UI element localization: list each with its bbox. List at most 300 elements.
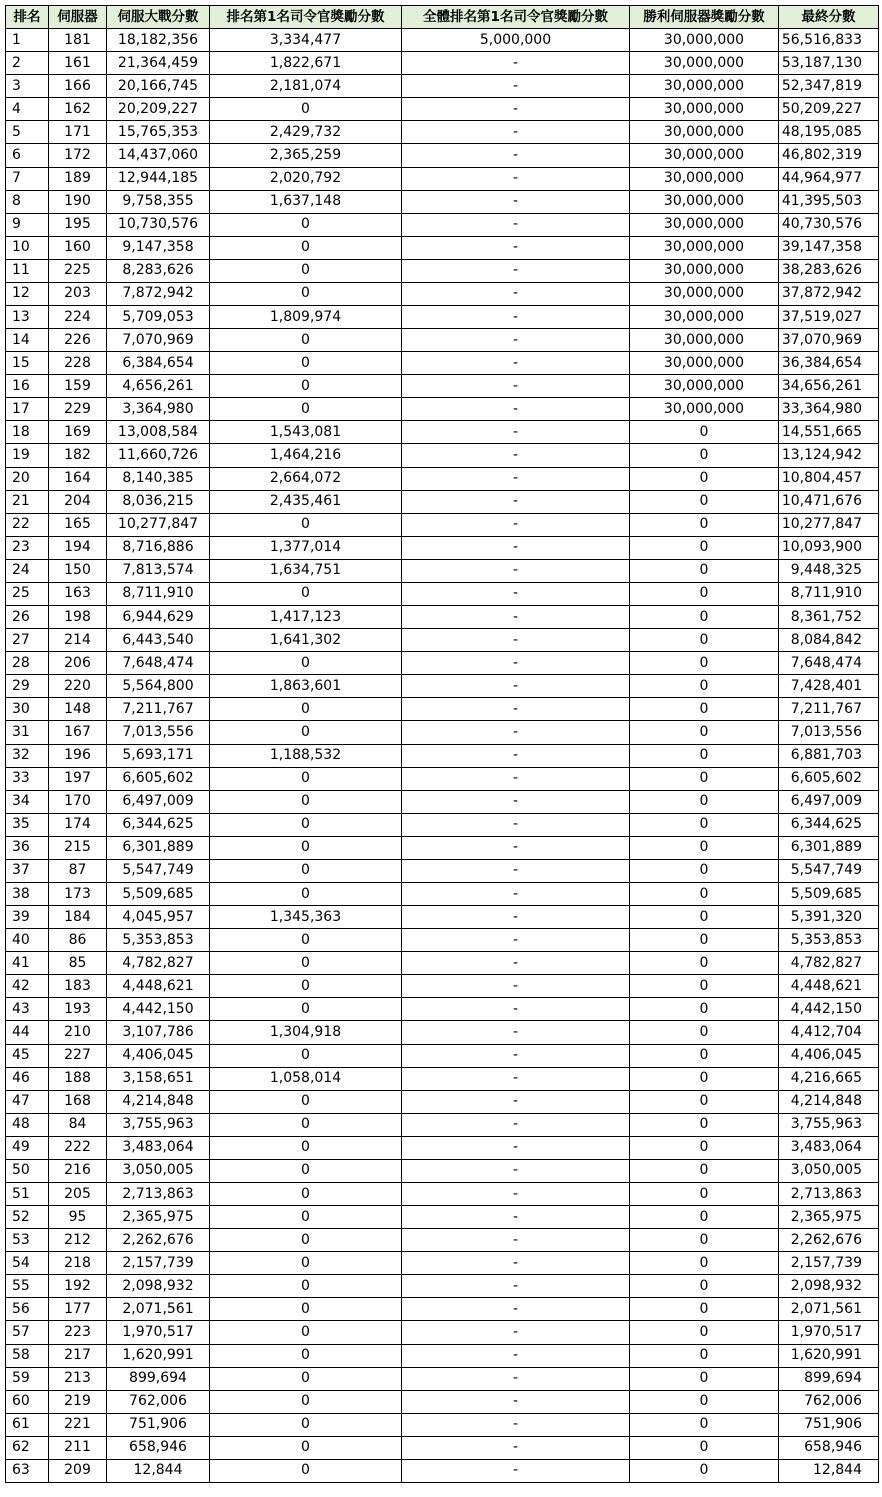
cell-victory-server-bonus: 0 xyxy=(630,1436,779,1459)
table-row xyxy=(6,490,879,513)
cell-server: 167 xyxy=(49,721,107,744)
cell-overall-rank1-commander-bonus: - xyxy=(402,952,630,975)
cell-server: 190 xyxy=(49,190,107,213)
cell-final-score: 3,050,005 xyxy=(779,1159,879,1182)
cell-victory-server-bonus: 0 xyxy=(630,1275,779,1298)
cell-final-score: 5,391,320 xyxy=(779,906,879,929)
cell-final-score: 37,872,942 xyxy=(779,282,879,305)
cell-overall-rank1-commander-bonus: - xyxy=(402,859,630,882)
cell-rank: 35 xyxy=(6,813,49,836)
header-victory-server-bonus: 勝利伺服器獎勵分數 xyxy=(630,6,779,29)
cell-rank: 13 xyxy=(6,306,49,329)
cell-rank1-commander-bonus: 0 xyxy=(210,1390,402,1413)
cell-overall-rank1-commander-bonus: - xyxy=(402,52,630,75)
cell-rank: 62 xyxy=(6,1436,49,1459)
cell-overall-rank1-commander-bonus: - xyxy=(402,306,630,329)
cell-server: 204 xyxy=(49,490,107,513)
cell-server-war-score: 899,694 xyxy=(107,1367,210,1390)
cell-server-war-score: 762,006 xyxy=(107,1390,210,1413)
cell-server-war-score: 7,813,574 xyxy=(107,559,210,582)
cell-server-war-score: 8,716,886 xyxy=(107,536,210,559)
cell-server: 229 xyxy=(49,398,107,421)
cell-server: 225 xyxy=(49,259,107,282)
cell-server-war-score: 6,605,602 xyxy=(107,767,210,790)
cell-final-score: 5,547,749 xyxy=(779,859,879,882)
cell-rank: 14 xyxy=(6,329,49,352)
cell-final-score: 8,361,752 xyxy=(779,606,879,629)
cell-victory-server-bonus: 0 xyxy=(630,1136,779,1159)
cell-victory-server-bonus: 0 xyxy=(630,859,779,882)
cell-server: 174 xyxy=(49,813,107,836)
cell-rank: 55 xyxy=(6,1275,49,1298)
cell-server-war-score: 3,364,980 xyxy=(107,398,210,421)
cell-victory-server-bonus: 30,000,000 xyxy=(630,398,779,421)
cell-final-score: 4,442,150 xyxy=(779,998,879,1021)
cell-rank1-commander-bonus: 0 xyxy=(210,513,402,536)
cell-victory-server-bonus: 0 xyxy=(630,1021,779,1044)
table-row xyxy=(6,236,879,259)
table-row xyxy=(6,998,879,1021)
cell-server: 164 xyxy=(49,467,107,490)
cell-final-score: 5,509,685 xyxy=(779,882,879,905)
cell-rank: 12 xyxy=(6,282,49,305)
cell-rank: 25 xyxy=(6,582,49,605)
cell-overall-rank1-commander-bonus: - xyxy=(402,1044,630,1067)
cell-rank: 10 xyxy=(6,236,49,259)
cell-server-war-score: 4,656,261 xyxy=(107,375,210,398)
cell-final-score: 41,395,503 xyxy=(779,190,879,213)
cell-victory-server-bonus: 0 xyxy=(630,1390,779,1413)
cell-server: 212 xyxy=(49,1229,107,1252)
table-row xyxy=(6,582,879,605)
cell-server: 203 xyxy=(49,282,107,305)
cell-rank: 22 xyxy=(6,513,49,536)
cell-server-war-score: 6,944,629 xyxy=(107,606,210,629)
table-row xyxy=(6,859,879,882)
cell-rank1-commander-bonus: 1,809,974 xyxy=(210,306,402,329)
cell-overall-rank1-commander-bonus: - xyxy=(402,1159,630,1182)
cell-server-war-score: 8,036,215 xyxy=(107,490,210,513)
cell-final-score: 2,071,561 xyxy=(779,1298,879,1321)
cell-rank1-commander-bonus: 0 xyxy=(210,375,402,398)
cell-rank: 45 xyxy=(6,1044,49,1067)
table-row xyxy=(6,421,879,444)
cell-victory-server-bonus: 0 xyxy=(630,467,779,490)
cell-server: 206 xyxy=(49,652,107,675)
cell-overall-rank1-commander-bonus: - xyxy=(402,1067,630,1090)
table-row xyxy=(6,606,879,629)
cell-server: 215 xyxy=(49,836,107,859)
cell-server-war-score: 20,166,745 xyxy=(107,75,210,98)
cell-rank: 4 xyxy=(6,98,49,121)
cell-server: 218 xyxy=(49,1252,107,1275)
cell-rank1-commander-bonus: 0 xyxy=(210,767,402,790)
cell-victory-server-bonus: 30,000,000 xyxy=(630,306,779,329)
cell-rank: 44 xyxy=(6,1021,49,1044)
cell-server-war-score: 1,620,991 xyxy=(107,1344,210,1367)
cell-final-score: 14,551,665 xyxy=(779,421,879,444)
cell-final-score: 48,195,085 xyxy=(779,121,879,144)
cell-rank1-commander-bonus: 0 xyxy=(210,859,402,882)
header-final-score: 最終分數 xyxy=(779,6,879,29)
cell-overall-rank1-commander-bonus: - xyxy=(402,490,630,513)
cell-rank: 27 xyxy=(6,629,49,652)
cell-server-war-score: 1,970,517 xyxy=(107,1321,210,1344)
cell-server-war-score: 5,693,171 xyxy=(107,744,210,767)
cell-server: 195 xyxy=(49,213,107,236)
cell-server-war-score: 6,344,625 xyxy=(107,813,210,836)
cell-final-score: 2,157,739 xyxy=(779,1252,879,1275)
cell-overall-rank1-commander-bonus: - xyxy=(402,213,630,236)
cell-rank: 60 xyxy=(6,1390,49,1413)
header-overall-rank1-commander-bonus: 全體排名第1名司令官獎勵分數 xyxy=(402,6,630,29)
cell-rank1-commander-bonus: 0 xyxy=(210,1298,402,1321)
cell-server: 172 xyxy=(49,144,107,167)
cell-rank1-commander-bonus: 0 xyxy=(210,1252,402,1275)
cell-victory-server-bonus: 0 xyxy=(630,1090,779,1113)
cell-overall-rank1-commander-bonus: - xyxy=(402,1182,630,1205)
table-row xyxy=(6,698,879,721)
header-rank: 排名 xyxy=(6,6,49,29)
cell-server: 211 xyxy=(49,1436,107,1459)
cell-server: 168 xyxy=(49,1090,107,1113)
cell-rank1-commander-bonus: 0 xyxy=(210,259,402,282)
cell-server: 188 xyxy=(49,1067,107,1090)
cell-final-score: 1,970,517 xyxy=(779,1321,879,1344)
cell-victory-server-bonus: 0 xyxy=(630,513,779,536)
cell-server-war-score: 4,214,848 xyxy=(107,1090,210,1113)
cell-rank: 59 xyxy=(6,1367,49,1390)
table-row xyxy=(6,744,879,767)
cell-rank: 50 xyxy=(6,1159,49,1182)
cell-rank1-commander-bonus: 0 xyxy=(210,213,402,236)
cell-victory-server-bonus: 0 xyxy=(630,1252,779,1275)
cell-rank1-commander-bonus: 3,334,477 xyxy=(210,29,402,52)
cell-overall-rank1-commander-bonus: - xyxy=(402,1229,630,1252)
table-row xyxy=(6,1436,879,1459)
table-row xyxy=(6,259,879,282)
cell-server-war-score: 12,844 xyxy=(107,1459,210,1482)
table-row xyxy=(6,1459,879,1482)
cell-server: 227 xyxy=(49,1044,107,1067)
cell-server-war-score: 6,443,540 xyxy=(107,629,210,652)
cell-rank: 29 xyxy=(6,675,49,698)
table-row xyxy=(6,1321,879,1344)
cell-final-score: 7,648,474 xyxy=(779,652,879,675)
cell-final-score: 6,605,602 xyxy=(779,767,879,790)
cell-server-war-score: 5,709,053 xyxy=(107,306,210,329)
cell-server: 162 xyxy=(49,98,107,121)
cell-final-score: 33,364,980 xyxy=(779,398,879,421)
cell-rank: 31 xyxy=(6,721,49,744)
table-row xyxy=(6,813,879,836)
cell-final-score: 3,483,064 xyxy=(779,1136,879,1159)
cell-victory-server-bonus: 0 xyxy=(630,606,779,629)
table-row xyxy=(6,352,879,375)
cell-server-war-score: 5,353,853 xyxy=(107,929,210,952)
table-row xyxy=(6,213,879,236)
cell-overall-rank1-commander-bonus: - xyxy=(402,1459,630,1482)
cell-final-score: 3,755,963 xyxy=(779,1113,879,1136)
cell-final-score: 10,471,676 xyxy=(779,490,879,513)
cell-server: 221 xyxy=(49,1413,107,1436)
cell-rank1-commander-bonus: 0 xyxy=(210,1459,402,1482)
table-row xyxy=(6,882,879,905)
cell-final-score: 7,013,556 xyxy=(779,721,879,744)
cell-victory-server-bonus: 0 xyxy=(630,721,779,744)
cell-final-score: 658,946 xyxy=(779,1436,879,1459)
cell-overall-rank1-commander-bonus: 5,000,000 xyxy=(402,29,630,52)
cell-rank: 21 xyxy=(6,490,49,513)
cell-rank1-commander-bonus: 0 xyxy=(210,998,402,1021)
cell-rank1-commander-bonus: 1,641,302 xyxy=(210,629,402,652)
cell-rank: 16 xyxy=(6,375,49,398)
cell-overall-rank1-commander-bonus: - xyxy=(402,236,630,259)
cell-overall-rank1-commander-bonus: - xyxy=(402,190,630,213)
cell-rank1-commander-bonus: 0 xyxy=(210,882,402,905)
cell-server-war-score: 6,384,654 xyxy=(107,352,210,375)
cell-rank: 18 xyxy=(6,421,49,444)
cell-overall-rank1-commander-bonus: - xyxy=(402,975,630,998)
cell-victory-server-bonus: 30,000,000 xyxy=(630,75,779,98)
cell-overall-rank1-commander-bonus: - xyxy=(402,421,630,444)
cell-victory-server-bonus: 0 xyxy=(630,1206,779,1229)
cell-rank1-commander-bonus: 1,863,601 xyxy=(210,675,402,698)
cell-rank: 39 xyxy=(6,906,49,929)
cell-overall-rank1-commander-bonus: - xyxy=(402,444,630,467)
cell-server-war-score: 20,209,227 xyxy=(107,98,210,121)
cell-rank1-commander-bonus: 2,020,792 xyxy=(210,167,402,190)
cell-server-war-score: 4,442,150 xyxy=(107,998,210,1021)
table-row xyxy=(6,675,879,698)
table-row xyxy=(6,1344,879,1367)
cell-overall-rank1-commander-bonus: - xyxy=(402,467,630,490)
cell-rank: 24 xyxy=(6,559,49,582)
table-row xyxy=(6,52,879,75)
cell-victory-server-bonus: 30,000,000 xyxy=(630,329,779,352)
table-row xyxy=(6,1229,879,1252)
cell-final-score: 10,277,847 xyxy=(779,513,879,536)
cell-overall-rank1-commander-bonus: - xyxy=(402,1206,630,1229)
cell-server-war-score: 11,660,726 xyxy=(107,444,210,467)
cell-server: 169 xyxy=(49,421,107,444)
cell-rank1-commander-bonus: 1,377,014 xyxy=(210,536,402,559)
table-row xyxy=(6,1090,879,1113)
cell-overall-rank1-commander-bonus: - xyxy=(402,536,630,559)
cell-final-score: 899,694 xyxy=(779,1367,879,1390)
cell-victory-server-bonus: 0 xyxy=(630,929,779,952)
score-sheet xyxy=(5,5,879,1483)
cell-server: 194 xyxy=(49,536,107,559)
cell-rank1-commander-bonus: 1,464,216 xyxy=(210,444,402,467)
cell-server: 193 xyxy=(49,998,107,1021)
cell-victory-server-bonus: 30,000,000 xyxy=(630,144,779,167)
cell-final-score: 13,124,942 xyxy=(779,444,879,467)
cell-victory-server-bonus: 30,000,000 xyxy=(630,98,779,121)
cell-server-war-score: 3,755,963 xyxy=(107,1113,210,1136)
cell-rank: 23 xyxy=(6,536,49,559)
cell-overall-rank1-commander-bonus: - xyxy=(402,675,630,698)
cell-rank1-commander-bonus: 0 xyxy=(210,929,402,952)
cell-server-war-score: 7,872,942 xyxy=(107,282,210,305)
cell-victory-server-bonus: 30,000,000 xyxy=(630,236,779,259)
table-row xyxy=(6,1021,879,1044)
cell-final-score: 12,844 xyxy=(779,1459,879,1482)
cell-overall-rank1-commander-bonus: - xyxy=(402,144,630,167)
cell-final-score: 4,216,665 xyxy=(779,1067,879,1090)
cell-server-war-score: 5,547,749 xyxy=(107,859,210,882)
cell-rank1-commander-bonus: 1,188,532 xyxy=(210,744,402,767)
cell-rank: 56 xyxy=(6,1298,49,1321)
cell-rank: 61 xyxy=(6,1413,49,1436)
cell-server: 159 xyxy=(49,375,107,398)
cell-server: 213 xyxy=(49,1367,107,1390)
cell-victory-server-bonus: 30,000,000 xyxy=(630,167,779,190)
cell-server: 84 xyxy=(49,1113,107,1136)
table-row xyxy=(6,1298,879,1321)
table-row xyxy=(6,444,879,467)
cell-rank1-commander-bonus: 0 xyxy=(210,98,402,121)
cell-server-war-score: 9,758,355 xyxy=(107,190,210,213)
cell-rank: 43 xyxy=(6,998,49,1021)
cell-victory-server-bonus: 0 xyxy=(630,444,779,467)
cell-server: 196 xyxy=(49,744,107,767)
cell-server-war-score: 4,448,621 xyxy=(107,975,210,998)
cell-server-war-score: 15,765,353 xyxy=(107,121,210,144)
table-row xyxy=(6,282,879,305)
cell-server-war-score: 7,013,556 xyxy=(107,721,210,744)
cell-overall-rank1-commander-bonus: - xyxy=(402,582,630,605)
cell-rank1-commander-bonus: 0 xyxy=(210,1229,402,1252)
cell-server-war-score: 10,730,576 xyxy=(107,213,210,236)
table-row xyxy=(6,144,879,167)
cell-victory-server-bonus: 0 xyxy=(630,629,779,652)
cell-rank1-commander-bonus: 0 xyxy=(210,1206,402,1229)
cell-server: 171 xyxy=(49,121,107,144)
cell-final-score: 4,782,827 xyxy=(779,952,879,975)
cell-final-score: 8,711,910 xyxy=(779,582,879,605)
cell-victory-server-bonus: 0 xyxy=(630,698,779,721)
cell-server: 173 xyxy=(49,882,107,905)
cell-overall-rank1-commander-bonus: - xyxy=(402,629,630,652)
cell-rank: 53 xyxy=(6,1229,49,1252)
cell-server-war-score: 658,946 xyxy=(107,1436,210,1459)
cell-overall-rank1-commander-bonus: - xyxy=(402,906,630,929)
cell-victory-server-bonus: 0 xyxy=(630,767,779,790)
cell-rank1-commander-bonus: 0 xyxy=(210,1436,402,1459)
cell-overall-rank1-commander-bonus: - xyxy=(402,375,630,398)
cell-rank: 41 xyxy=(6,952,49,975)
cell-server-war-score: 7,648,474 xyxy=(107,652,210,675)
cell-rank: 34 xyxy=(6,790,49,813)
table-row xyxy=(6,167,879,190)
cell-final-score: 4,406,045 xyxy=(779,1044,879,1067)
cell-overall-rank1-commander-bonus: - xyxy=(402,559,630,582)
table-row xyxy=(6,1159,879,1182)
cell-rank1-commander-bonus: 0 xyxy=(210,698,402,721)
cell-server: 216 xyxy=(49,1159,107,1182)
cell-server-war-score: 3,483,064 xyxy=(107,1136,210,1159)
cell-rank1-commander-bonus: 2,435,461 xyxy=(210,490,402,513)
cell-overall-rank1-commander-bonus: - xyxy=(402,721,630,744)
cell-overall-rank1-commander-bonus: - xyxy=(402,329,630,352)
cell-victory-server-bonus: 0 xyxy=(630,1113,779,1136)
cell-victory-server-bonus: 30,000,000 xyxy=(630,190,779,213)
cell-victory-server-bonus: 0 xyxy=(630,1367,779,1390)
cell-rank1-commander-bonus: 0 xyxy=(210,398,402,421)
cell-rank1-commander-bonus: 0 xyxy=(210,329,402,352)
cell-overall-rank1-commander-bonus: - xyxy=(402,1367,630,1390)
table-row xyxy=(6,1113,879,1136)
cell-victory-server-bonus: 30,000,000 xyxy=(630,352,779,375)
cell-victory-server-bonus: 30,000,000 xyxy=(630,375,779,398)
table-row xyxy=(6,75,879,98)
cell-victory-server-bonus: 0 xyxy=(630,813,779,836)
cell-rank1-commander-bonus: 0 xyxy=(210,1367,402,1390)
cell-rank: 52 xyxy=(6,1206,49,1229)
cell-server: 163 xyxy=(49,582,107,605)
cell-overall-rank1-commander-bonus: - xyxy=(402,1113,630,1136)
cell-server: 189 xyxy=(49,167,107,190)
cell-rank: 15 xyxy=(6,352,49,375)
cell-overall-rank1-commander-bonus: - xyxy=(402,998,630,1021)
table-row xyxy=(6,398,879,421)
cell-server-war-score: 13,008,584 xyxy=(107,421,210,444)
table-row xyxy=(6,721,879,744)
cell-rank1-commander-bonus: 0 xyxy=(210,1321,402,1344)
table-row xyxy=(6,98,879,121)
cell-overall-rank1-commander-bonus: - xyxy=(402,1390,630,1413)
table-row xyxy=(6,1136,879,1159)
cell-server-war-score: 18,182,356 xyxy=(107,29,210,52)
cell-rank1-commander-bonus: 1,543,081 xyxy=(210,421,402,444)
cell-final-score: 46,802,319 xyxy=(779,144,879,167)
cell-server-war-score: 3,158,651 xyxy=(107,1067,210,1090)
table-row xyxy=(6,29,879,52)
cell-victory-server-bonus: 0 xyxy=(630,1321,779,1344)
cell-final-score: 56,516,833 xyxy=(779,29,879,52)
cell-rank1-commander-bonus: 0 xyxy=(210,1136,402,1159)
cell-server-war-score: 751,906 xyxy=(107,1413,210,1436)
cell-rank1-commander-bonus: 1,822,671 xyxy=(210,52,402,75)
cell-server-war-score: 4,045,957 xyxy=(107,906,210,929)
cell-victory-server-bonus: 0 xyxy=(630,1344,779,1367)
cell-server-war-score: 4,406,045 xyxy=(107,1044,210,1067)
cell-server: 166 xyxy=(49,75,107,98)
cell-overall-rank1-commander-bonus: - xyxy=(402,1344,630,1367)
cell-server: 170 xyxy=(49,790,107,813)
cell-rank1-commander-bonus: 1,417,123 xyxy=(210,606,402,629)
cell-final-score: 6,497,009 xyxy=(779,790,879,813)
cell-victory-server-bonus: 30,000,000 xyxy=(630,121,779,144)
cell-rank: 9 xyxy=(6,213,49,236)
cell-rank1-commander-bonus: 0 xyxy=(210,1344,402,1367)
cell-final-score: 4,448,621 xyxy=(779,975,879,998)
table-row xyxy=(6,467,879,490)
cell-server-war-score: 2,098,932 xyxy=(107,1275,210,1298)
cell-server: 223 xyxy=(49,1321,107,1344)
cell-rank: 57 xyxy=(6,1321,49,1344)
cell-server-war-score: 12,944,185 xyxy=(107,167,210,190)
cell-final-score: 2,713,863 xyxy=(779,1182,879,1205)
table-row xyxy=(6,975,879,998)
cell-rank1-commander-bonus: 0 xyxy=(210,790,402,813)
cell-final-score: 7,211,767 xyxy=(779,698,879,721)
cell-server-war-score: 6,497,009 xyxy=(107,790,210,813)
cell-rank1-commander-bonus: 0 xyxy=(210,1413,402,1436)
cell-overall-rank1-commander-bonus: - xyxy=(402,929,630,952)
cell-server-war-score: 2,071,561 xyxy=(107,1298,210,1321)
